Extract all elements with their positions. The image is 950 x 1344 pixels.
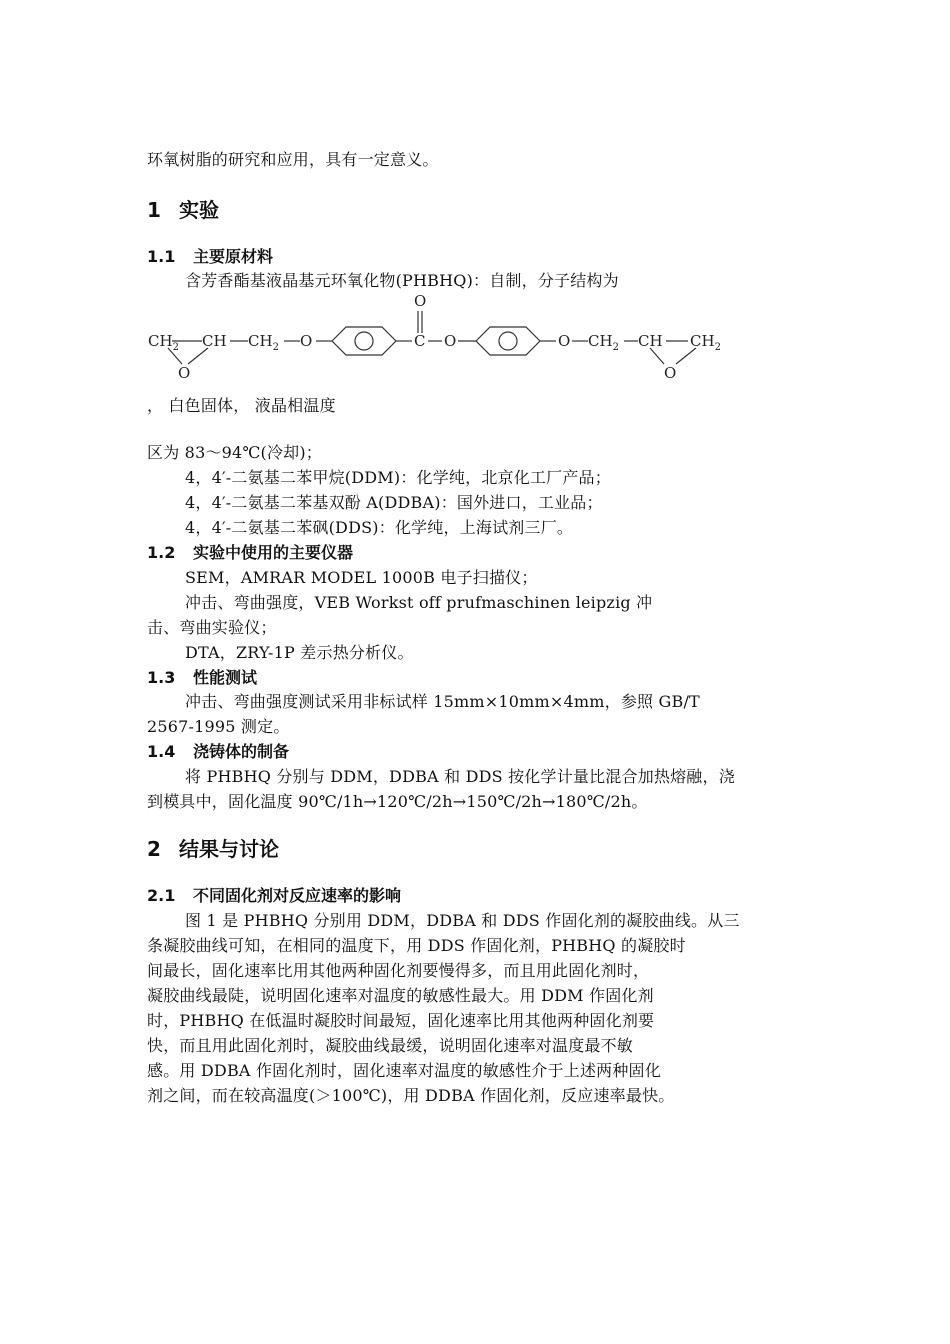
paragraph-line: 含芳香酯基液晶基元环氧化物(PHBHQ)：自制，分子结构为 [185,271,619,290]
paragraph-line: 时，PHBHQ 在低温时凝胶时间最短，固化速率比用其他两种固化剂要 [147,1011,655,1030]
subsection-heading-2-1 [147,886,401,906]
paragraph-line: 2567-1995 测定。 [147,717,290,736]
paragraph-line: 剂之间，而在较高温度(＞100℃)，用 DDBA 作固化剂，反应速率最快。 [147,1086,675,1105]
formula-ether-o-right: O [558,332,571,350]
section-number: 2 [147,837,161,861]
subsection-title: 不同固化剂对反应速率的影响 [193,886,402,905]
paragraph-line: 区为 83～94℃(冷却)； [147,443,322,462]
section-title: 实验 [179,198,219,222]
instrument-impact-cont: 击、弯曲实验仪； [147,618,277,637]
formula-carbon: C [414,332,426,350]
subsection-title: 实验中使用的主要仪器 [193,543,354,562]
formula-ether-o-left: O [300,332,313,350]
formula-ch2-o-right: $CH_2$ [588,332,619,353]
paragraph-line: 感。用 DDBA 作固化剂时，固化速率对温度的敏感性介于上述两种固化 [147,1061,661,1080]
formula-ch2-o-left: $CH_2$ [248,332,279,353]
paragraph-line: 条凝胶曲线可知，在相同的温度下，用 DDS 作固化剂，PHBHQ 的凝胶时 [147,936,686,955]
subsection-heading-1-2 [147,543,353,563]
section-number: 1 [147,198,161,222]
paragraph-line: ， 白色固体， 液晶相温度 [147,396,336,415]
instrument-impact: 冲击、弯曲强度，VEB Workst off prufmaschinen leipzig 冲 [185,593,653,612]
formula-ch-right: CH [638,332,663,350]
subsection-number: 2.1 [147,886,176,905]
paragraph-line: 冲击、弯曲强度测试采用非标试样 15mm×10mm×4mm，参照 GB/T [185,692,700,711]
subsection-number: 1.1 [147,247,176,266]
formula-carbonyl-o: O [414,292,427,310]
instrument-dta: DTA，ZRY-1P 差示热分析仪。 [185,643,414,662]
material-ddm: 4，4′-二氨基二苯甲烷(DDM)：化学纯，北京化工厂产品； [185,468,611,487]
formula-epoxide-o-left: O [178,364,191,382]
subsection-title: 主要原材料 [193,247,274,266]
instrument-sem: SEM，AMRAR MODEL 1000B 电子扫描仪； [185,568,538,587]
section-heading-1 [147,198,219,222]
formula-ch2-left: $CH_2$ [148,332,179,353]
paragraph-line: 凝胶曲线最陡，说明固化速率对温度的敏感性最大。用 DDM 作固化剂 [147,986,654,1005]
formula-ch2-right: $CH_2$ [690,332,721,353]
section-heading-2 [147,837,279,861]
subsection-heading-1-4 [147,742,289,762]
material-ddba: 4，4′-二氨基二苯基双酚 A(DDBA)：国外进口，工业品； [185,493,603,512]
subsection-heading-1-1 [147,247,273,267]
subsection-number: 1.4 [147,742,176,761]
paragraph-line: 间最长，固化速率比用其他两种固化剂要慢得多，而且用此固化剂时， [147,961,650,980]
paragraph-line: 到模具中，固化温度 90℃/1h→120℃/2h→150℃/2h→180℃/2h。 [147,792,648,811]
formula-ch-left: CH [202,332,227,350]
molecular-structure-diagram [140,288,740,388]
paragraph-line: 将 PHBHQ 分别与 DDM，DDBA 和 DDS 按化学计量比混合加热熔融，浇 [185,767,735,786]
intro-line: 环氧树脂的研究和应用，具有一定意义。 [147,150,439,169]
material-dds: 4，4′-二氨基二苯砜(DDS)：化学纯，上海试剂三厂。 [185,518,574,537]
formula-epoxide-o-right: O [664,364,677,382]
paragraph-line: 快，而且用此固化剂时，凝胶曲线最缓，说明固化速率对温度最不敏 [147,1036,634,1055]
subsection-title: 性能测试 [193,668,258,687]
subsection-heading-1-3 [147,668,257,688]
subsection-number: 1.2 [147,543,176,562]
subsection-number: 1.3 [147,668,176,687]
subsection-title: 浇铸体的制备 [193,742,290,761]
section-title: 结果与讨论 [179,837,279,861]
formula-ester-o: O [444,332,457,350]
paragraph-line: 图 1 是 PHBHQ 分别用 DDM，DDBA 和 DDS 作固化剂的凝胶曲线。从三 [185,911,740,930]
